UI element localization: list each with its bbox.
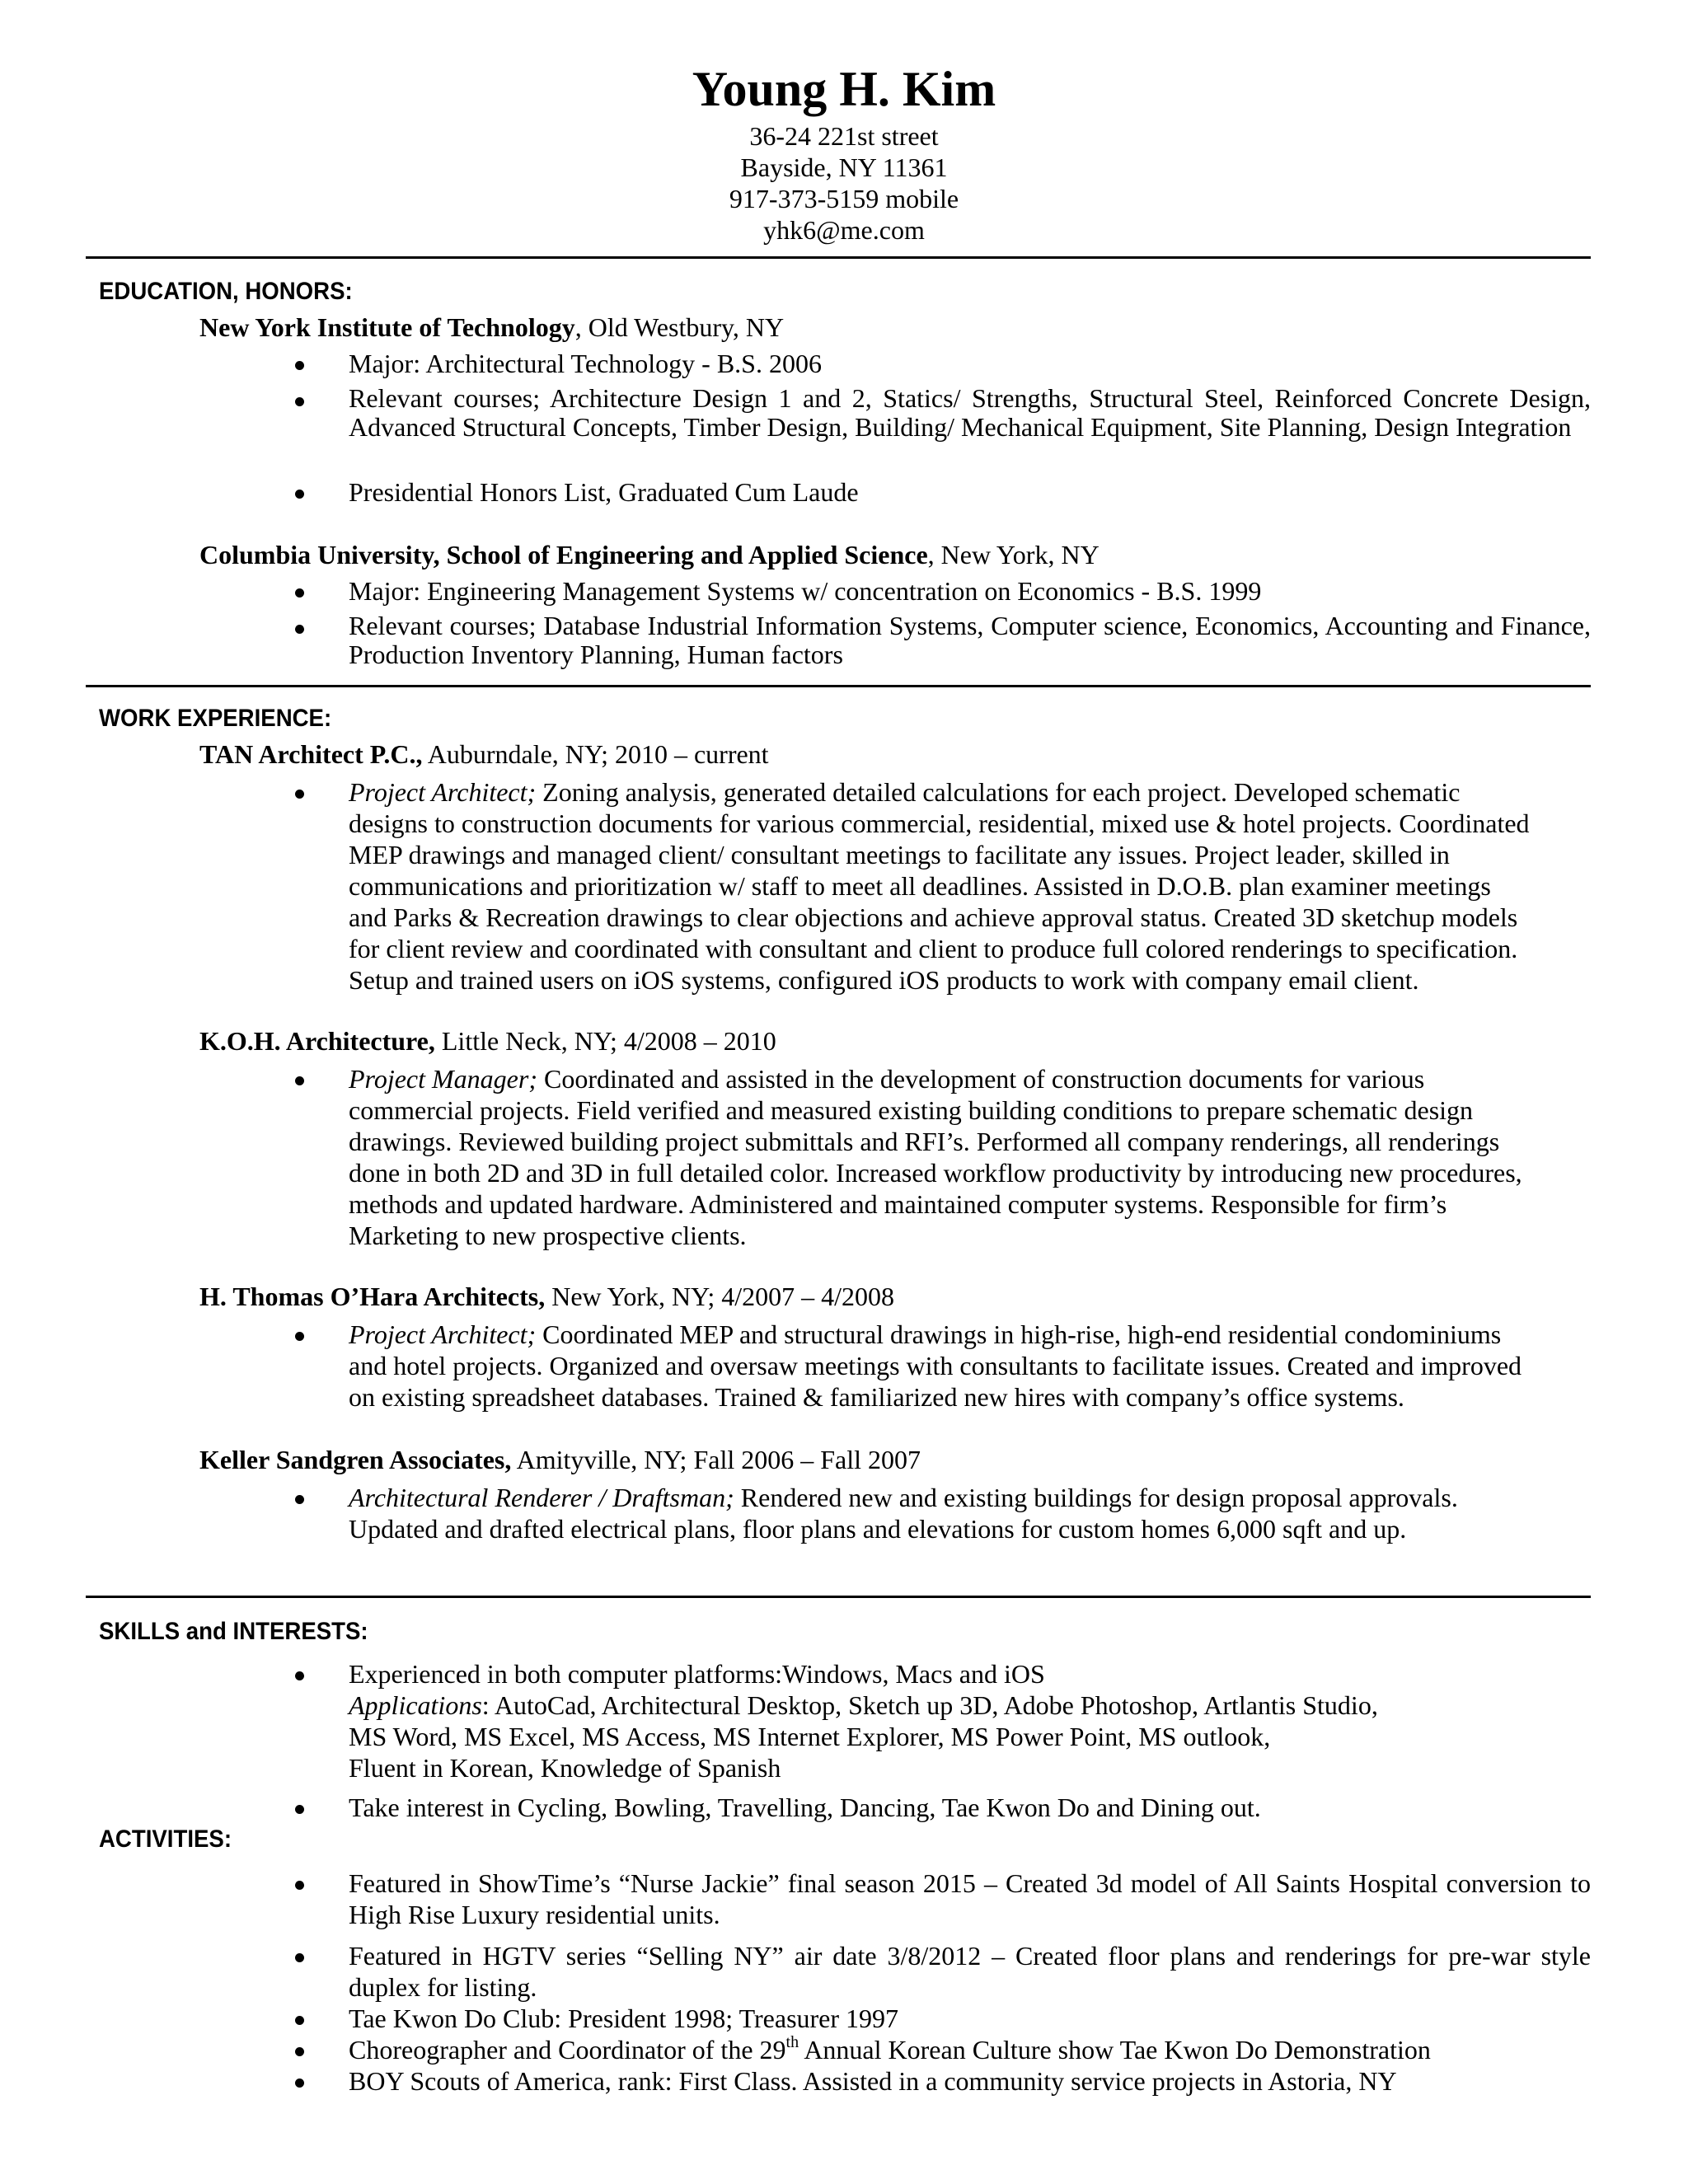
text-line: Coordinated and assisted in the development of construction documents for various	[537, 1064, 1425, 1094]
contact-block	[0, 120, 1688, 246]
list-item-text: Tae Kwon Do Club: President 1998; Treasurer 1997	[349, 2004, 899, 2033]
keller-entry	[199, 1444, 921, 1475]
text-line: on existing spreadsheet databases. Trained & familiarized new hires with company’s office systems.	[349, 1382, 1404, 1412]
ohara-details: New York, NY; 4/2007 – 4/2008	[545, 1282, 894, 1311]
candidate-name: Young H. Kim	[692, 62, 996, 116]
text-line: Updated and drafted electrical plans, floor plans and elevations for custom homes 6,000 sqft and up.	[349, 1514, 1407, 1544]
koh-entry	[199, 1025, 776, 1057]
list-item-text	[349, 1482, 1591, 1544]
work-experience-heading: WORK EXPERIENCE:	[99, 705, 332, 732]
role-title: Architectural Renderer / Draftsman;	[349, 1483, 734, 1512]
list-item-text: Major: Architectural Technology - B.S. 2006	[349, 349, 822, 378]
bullet-icon	[295, 1953, 304, 1962]
text-line: Coordinated MEP and structural drawings in high-rise, high-end residential condominiums	[536, 1319, 1502, 1349]
superscript: th	[785, 2033, 799, 2052]
list-item-text	[349, 2034, 1591, 2065]
list-item-text: Featured in HGTV series “Selling NY” air date 3/8/2012 – Created floor plans and renderings for pre-war style duplex for listing.	[349, 1941, 1591, 2002]
list-item-text: Presidential Honors List, Graduated Cum Laude	[349, 477, 859, 507]
koh-details: Little Neck, NY; 4/2008 – 2010	[434, 1026, 776, 1056]
tan-company: TAN Architect P.C.,	[199, 739, 423, 769]
text-line: Fluent in Korean, Knowledge of Spanish	[349, 1753, 781, 1783]
text-line: and hotel projects. Organized and oversaw meetings with consultants to facilitate issues. Created and improved	[349, 1351, 1522, 1380]
text-line: for client review and coordinated with consultant and client to produce full colored renderings to specification.	[349, 934, 1518, 963]
columbia-location: , New York, NY	[927, 540, 1100, 569]
text-line: Experienced in both computer platforms:Windows, Macs and iOS	[349, 1659, 1045, 1689]
text-line: designs to construction documents for various commercial, residential, mixed use & hotel projects. Coordinated	[349, 808, 1530, 838]
bullet-icon	[295, 1332, 304, 1341]
text-line: done in both 2D and 3D in full detailed color. Increased workflow productivity by introducing new procedures,	[349, 1158, 1522, 1188]
skills-heading: SKILLS and INTERESTS:	[99, 1618, 368, 1645]
address-line-2: Bayside, NY 11361	[740, 152, 948, 182]
role-title: Project Manager;	[349, 1064, 537, 1094]
columbia-entry	[199, 539, 1100, 570]
list-item-text	[349, 776, 1591, 996]
koh-company: K.O.H. Architecture,	[199, 1026, 435, 1056]
text-line: commercial projects. Field verified and measured existing building conditions to prepare schematic design	[349, 1095, 1474, 1125]
text-line: Rendered new and existing buildings for design proposal approvals.	[734, 1483, 1458, 1512]
bullet-icon	[295, 1881, 304, 1890]
bullet-icon	[295, 790, 304, 799]
list-item-text	[349, 1658, 1591, 1783]
text-line: communications and prioritization w/ staff to meet all deadlines. Assisted in D.O.B. plan examiner meetings	[349, 871, 1491, 901]
divider-rule	[86, 256, 1591, 259]
text-part: Choreographer and Coordinator of the 29	[349, 2035, 786, 2064]
list-item-text	[349, 1063, 1591, 1251]
applications-label: Applications	[349, 1690, 482, 1720]
role-title: Project Architect;	[349, 777, 537, 807]
education-heading: EDUCATION, HONORS:	[99, 278, 353, 305]
keller-company: Keller Sandgren Associates,	[199, 1445, 512, 1474]
bullet-icon	[295, 2047, 304, 2056]
divider-rule	[86, 1596, 1591, 1598]
text-line: MEP drawings and managed client/ consultant meetings to facilitate any issues. Project leader, skilled in	[349, 840, 1450, 869]
bullet-icon	[295, 2016, 304, 2025]
text-line: Marketing to new prospective clients.	[349, 1221, 747, 1250]
bullet-icon	[295, 625, 304, 634]
ohara-entry	[199, 1281, 894, 1312]
tan-details: Auburndale, NY; 2010 – current	[422, 739, 769, 769]
text-line: and Parks & Recreation drawings to clear objections and achieve approval status. Created 3D sketchup models	[349, 902, 1518, 932]
nyit-entry	[199, 312, 784, 343]
text-part: Annual Korean Culture show Tae Kwon Do Demonstration	[799, 2035, 1431, 2064]
nyit-school: New York Institute of Technology	[199, 312, 575, 342]
nyit-location: , Old Westbury, NY	[574, 312, 785, 342]
bullet-icon	[295, 2079, 304, 2088]
list-item-text: Relevant courses; Architecture Design 1 and 2, Statics/ Strengths, Structural Steel, Reinforced Concrete Design, Advanced Structural Concepts, Timber Design, Building/ Mechanical Equipment, Site Planning, Design Integration	[349, 383, 1591, 442]
text-line: Setup and trained users on iOS systems, configured iOS products to work with company email client.	[349, 965, 1419, 995]
bullet-icon	[295, 588, 304, 598]
ohara-company: H. Thomas O’Hara Architects,	[199, 1282, 546, 1311]
bullet-icon	[295, 1495, 304, 1504]
columbia-school: Columbia University, School of Engineering and Applied Science	[199, 540, 928, 569]
email-address: yhk6@me.com	[763, 215, 925, 245]
bullet-icon	[295, 1805, 304, 1814]
divider-rule	[86, 685, 1591, 687]
activities-heading: ACTIVITIES:	[99, 1825, 232, 1853]
bullet-icon	[295, 490, 304, 499]
keller-details: Amityville, NY; Fall 2006 – Fall 2007	[511, 1445, 921, 1474]
text-line: MS Word, MS Excel, MS Access, MS Internet Explorer, MS Power Point, MS outlook,	[349, 1722, 1271, 1751]
address-line-1: 36-24 221st street	[749, 121, 939, 151]
role-title: Project Architect;	[349, 1319, 537, 1349]
bullet-icon	[295, 1671, 304, 1680]
bullet-icon	[295, 397, 304, 406]
bullet-icon	[295, 1076, 304, 1085]
text-line: : AutoCad, Architectural Desktop, Sketch up 3D, Adobe Photoshop, Artlantis Studio,	[481, 1690, 1378, 1720]
list-item-text	[349, 1319, 1591, 1413]
list-item-text: Take interest in Cycling, Bowling, Travelling, Dancing, Tae Kwon Do and Dining out.	[349, 1793, 1261, 1822]
bullet-icon	[295, 361, 304, 370]
list-item-text: Featured in ShowTime’s “Nurse Jackie” final season 2015 – Created 3d model of All Saints Hospital conversion to High Rise Luxury residential units.	[349, 1868, 1591, 1929]
text-line: methods and updated hardware. Administered and maintained computer systems. Responsible for firm’s	[349, 1189, 1447, 1219]
list-item-text: BOY Scouts of America, rank: First Class. Assisted in a community service projects in Astoria, NY	[349, 2066, 1397, 2096]
text-line: Zoning analysis, generated detailed calculations for each project. Developed schematic	[536, 777, 1461, 807]
phone-number: 917-373-5159 mobile	[729, 184, 959, 213]
list-item-text: Relevant courses; Database Industrial Information Systems, Computer science, Economics, Accounting and Finance, Production Inventory Planning, Human factors	[349, 611, 1591, 669]
tan-entry	[199, 738, 769, 770]
text-line: drawings. Reviewed building project submittals and RFI’s. Performed all company renderings, all renderings	[349, 1127, 1500, 1156]
list-item-text: Major: Engineering Management Systems w/ concentration on Economics - B.S. 1999	[349, 576, 1262, 606]
